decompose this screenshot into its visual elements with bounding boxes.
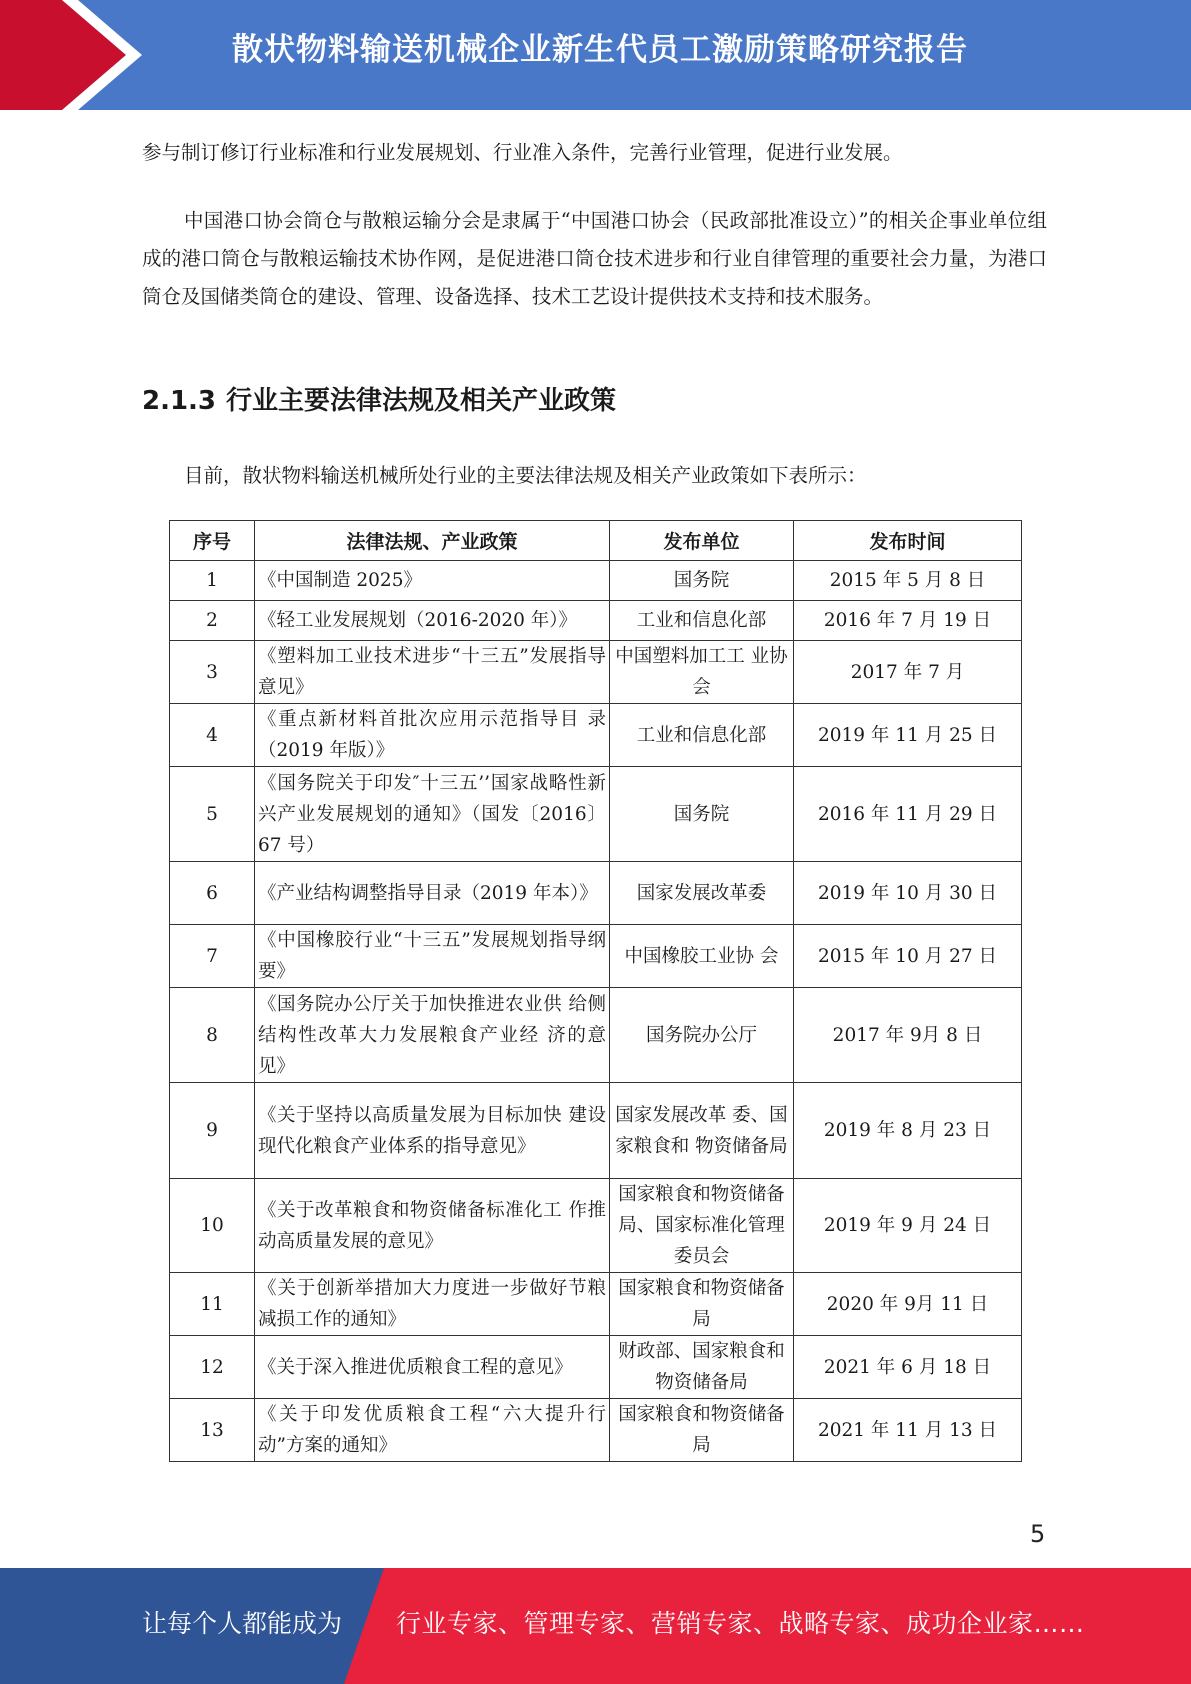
table-row bbox=[170, 767, 1022, 862]
issuer: 工业和信息化部 bbox=[610, 704, 794, 767]
row-index: 11 bbox=[170, 1273, 255, 1336]
policy-name: 《关于改革粮食和物资储备标准化工 作推动高质量发展的意见》 bbox=[255, 1179, 610, 1273]
row-index: 10 bbox=[170, 1179, 255, 1273]
column-header-policy: 法律法规、产业政策 bbox=[255, 521, 610, 561]
issuer: 国家粮食和物资储备局 bbox=[610, 1273, 794, 1336]
column-header-index: 序号 bbox=[170, 521, 255, 561]
table-row bbox=[170, 925, 1022, 988]
row-index: 13 bbox=[170, 1399, 255, 1462]
issuer: 财政部、国家粮食和物资储备局 bbox=[610, 1336, 794, 1399]
issue-date: 2019 年 11 月 25 日 bbox=[794, 704, 1022, 767]
issue-date: 2015 年 10 月 27 日 bbox=[794, 925, 1022, 988]
page-footer bbox=[0, 1568, 1191, 1684]
policy-table bbox=[169, 520, 1022, 1462]
issue-date: 2016 年 11 月 29 日 bbox=[794, 767, 1022, 862]
row-index: 2 bbox=[170, 601, 255, 641]
row-index: 5 bbox=[170, 767, 255, 862]
table-row bbox=[170, 1399, 1022, 1462]
table-row bbox=[170, 988, 1022, 1083]
row-index: 4 bbox=[170, 704, 255, 767]
issue-date: 2015 年 5 月 8 日 bbox=[794, 561, 1022, 601]
section-title: 行业主要法律法规及相关产业政策 bbox=[226, 386, 617, 416]
table-row bbox=[170, 1179, 1022, 1273]
row-index: 7 bbox=[170, 925, 255, 988]
policy-name: 《关于创新举措加大力度进一步做好节粮减损工作的通知》 bbox=[255, 1273, 610, 1336]
column-header-date: 发布时间 bbox=[794, 521, 1022, 561]
section-heading bbox=[142, 380, 616, 417]
issuer: 国家发展改革委 bbox=[610, 862, 794, 925]
table-row bbox=[170, 561, 1022, 601]
table-row bbox=[170, 601, 1022, 641]
issuer: 国务院办公厅 bbox=[610, 988, 794, 1083]
issue-date: 2019 年 9 月 24 日 bbox=[794, 1179, 1022, 1273]
table-header-row bbox=[170, 521, 1022, 561]
issuer: 国务院 bbox=[610, 561, 794, 601]
issue-date: 2016 年 7 月 19 日 bbox=[794, 601, 1022, 641]
issuer: 工业和信息化部 bbox=[610, 601, 794, 641]
issue-date: 2019 年 8 月 23 日 bbox=[794, 1083, 1022, 1179]
report-title: 散状物料输送机械企业新生代员工激励策略研究报告 bbox=[232, 32, 968, 68]
policy-name: 《中国橡胶行业“十三五”发展规划指导纲要》 bbox=[255, 925, 610, 988]
issuer: 国家粮食和物资储备局 bbox=[610, 1399, 794, 1462]
footer-slogan-right: 行业专家、管理专家、营销专家、战略专家、成功企业家…… bbox=[396, 1609, 1085, 1638]
issue-date: 2021 年 6 月 18 日 bbox=[794, 1336, 1022, 1399]
table-row bbox=[170, 1083, 1022, 1179]
issuer: 中国橡胶工业协 会 bbox=[610, 925, 794, 988]
row-index: 6 bbox=[170, 862, 255, 925]
policy-name: 《关于深入推进优质粮食工程的意见》 bbox=[255, 1336, 610, 1399]
policy-name: 《轻工业发展规划（2016-2020 年）》 bbox=[255, 601, 610, 641]
row-index: 12 bbox=[170, 1336, 255, 1399]
table-row bbox=[170, 641, 1022, 704]
issue-date: 2017 年 9月 8 日 bbox=[794, 988, 1022, 1083]
issuer: 国务院 bbox=[610, 767, 794, 862]
table-row bbox=[170, 862, 1022, 925]
footer-slogan-left: 让每个人都能成为 bbox=[142, 1609, 343, 1638]
policy-name: 《产业结构调整指导目录（2019 年本）》 bbox=[255, 862, 610, 925]
issuer: 国家粮食和物资储备局、国家标准化管理委员会 bbox=[610, 1179, 794, 1273]
table-row bbox=[170, 1336, 1022, 1399]
table-row bbox=[170, 704, 1022, 767]
issue-date: 2017 年 7 月 bbox=[794, 641, 1022, 704]
row-index: 8 bbox=[170, 988, 255, 1083]
policy-name: 《国务院办公厅关于加快推进农业供 给侧结构性改革大力发展粮食产业经 济的意见》 bbox=[255, 988, 610, 1083]
issue-date: 2020 年 9月 11 日 bbox=[794, 1273, 1022, 1336]
row-index: 9 bbox=[170, 1083, 255, 1179]
policy-name: 《中国制造 2025》 bbox=[255, 561, 610, 601]
header-arrow-decoration bbox=[0, 0, 160, 110]
column-header-issuer: 发布单位 bbox=[610, 521, 794, 561]
policy-name: 《国务院关于印发″十三五’’国家战略性新兴产业发展规划的通知》（国发〔2016〕 67 号） bbox=[255, 767, 610, 862]
table-intro: 目前，散状物料输送机械所处行业的主要法律法规及相关产业政策如下表所示： bbox=[184, 464, 867, 487]
policy-name: 《关于坚持以高质量发展为目标加快 建设现代化粮食产业体系的指导意见》 bbox=[255, 1083, 610, 1179]
table-row bbox=[170, 1273, 1022, 1336]
policy-name: 《关于印发优质粮食工程“六大提升行动”方案的通知》 bbox=[255, 1399, 610, 1462]
section-number: 2.1.3 bbox=[142, 386, 217, 416]
issue-date: 2019 年 10 月 30 日 bbox=[794, 862, 1022, 925]
report-header bbox=[0, 0, 1191, 110]
issue-date: 2021 年 11 月 13 日 bbox=[794, 1399, 1022, 1462]
paragraph-port-association: 中国港口协会筒仓与散粮运输分会是隶属于“中国港口协会（民政部批准设立）”的相关企事业单位组成的港口筒仓与散粮运输技术协作网，是促进港口筒仓技术进步和行业自律管理的重要社会力量，为港口筒仓及国储类筒仓的建设、管理、设备选择、技术工艺设计提供技术支持和技术服务。 bbox=[142, 209, 1047, 308]
row-index: 3 bbox=[170, 641, 255, 704]
policy-name: 《塑料加工业技术进步“十三五”发展指导意见》 bbox=[255, 641, 610, 704]
row-index: 1 bbox=[170, 561, 255, 601]
page-number: 5 bbox=[1030, 1520, 1046, 1548]
paragraph-industry-management: 参与制订修订行业标准和行业发展规划、行业准入条件，完善行业管理，促进行业发展。 bbox=[142, 141, 903, 164]
issuer: 国家发展改革 委、国家粮食和 物资储备局 bbox=[610, 1083, 794, 1179]
issuer: 中国塑料加工工 业协会 bbox=[610, 641, 794, 704]
policy-name: 《重点新材料首批次应用示范指导目 录（2019 年版）》 bbox=[255, 704, 610, 767]
